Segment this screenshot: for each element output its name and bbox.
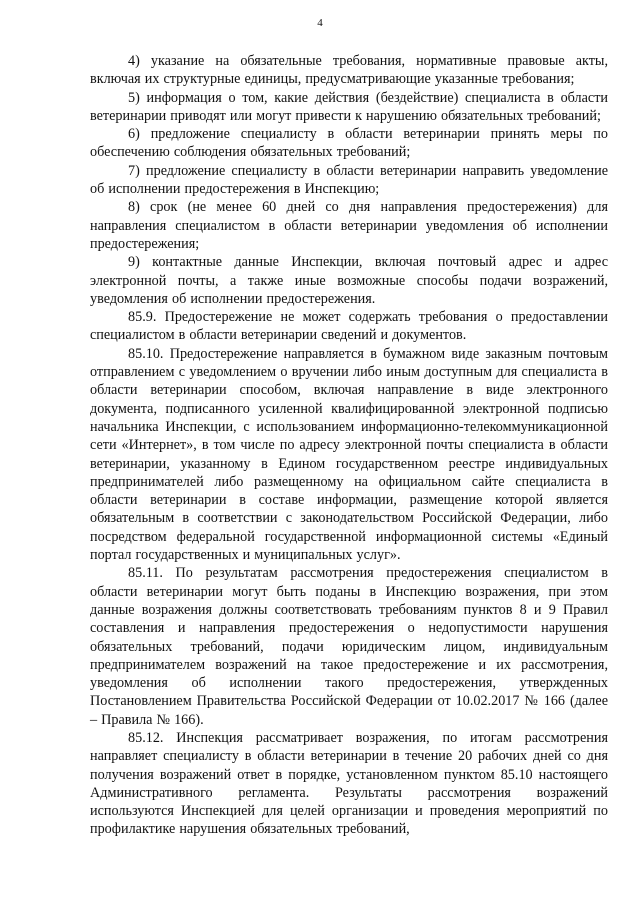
paragraph-item-4: 4) указание на обязательные требования, нормативные правовые акты, включая их структурные единицы, предусматривающие указанные требования; (90, 53, 608, 88)
document-body (90, 52, 608, 839)
paragraph-item-7: 7) предложение специалисту в области ветеринарии направить уведомление об исполнении предостережения в Инспекцию; (90, 162, 608, 198)
paragraph-85-9: 85.9. Предостережение не может содержать требования о предоставлении специалистом в области ветеринарии сведений и документов. (90, 309, 608, 344)
paragraph-item-5: 5) информация о том, какие действия (бездействие) специалиста в области ветеринарии приводят или могут привести к нарушению обязательных требований; (90, 89, 608, 124)
page-number: 4 (317, 17, 323, 29)
paragraph-item-9: 9) контактные данные Инспекции, включая почтовый адрес и адрес электронной почты, а также иные возможные способы подачи возражений, уведомления об исполнении предостережения. (90, 254, 608, 307)
paragraph-item-6: 6) предложение специалисту в области ветеринарии принять меры по обеспечению соблюдения обязательных требований; (90, 126, 608, 161)
paragraph-85-10: 85.10. Предостережение направляется в бумажном виде заказным почтовым отправлением с уведомлением о вручении либо иным доступным для специалиста в области ветеринарии способом, включая направление в виде электронного документа, подписанного усиленной квалифицированной электронной подписью начальника Инспекции, с использованием информационно-телекоммуникационной сети «Интернет», в том числе по адресу электронной почты специалиста в области ветеринарии, указанному в Едином государственном реестре индивидуальных предпринимателей либо размещенному на официальном сайте специалиста в области ветеринарии в составе информации, размещение которой является обязательным в соответствии с законодательством Российской Федерации, либо посредством федеральной государственной информационной системы «Единый портал государственных и муниципальных услуг». (90, 345, 608, 564)
paragraph-item-8: 8) срок (не менее 60 дней со дня направления предостережения) для направления специалистом в области ветеринарии уведомления об исполнении предостережения; (90, 199, 608, 252)
paragraph-85-12: 85.12. Инспекция рассматривает возражения, по итогам рассмотрения направляет специалисту в области ветеринарии в течение 20 рабочих дней со дня получения возражений ответ в порядке, установленном пунктом 85.10 настоящего Административного регламента. Результаты рассмотрения возражений используются Инспекцией для целей организации и проведения мероприятий по профилактике нарушения обязательных требований, (90, 729, 608, 838)
paragraph-85-11: 85.11. По результатам рассмотрения предостережения специалистом в области ветеринарии могут быть поданы в Инспекцию возражения, при этом данные возражения должны соответствовать требованиям пунктов 8 и 9 Правил составления и направления предостережения о недопустимости нарушения обязательных требований, подачи юридическим лицом, индивидуальным предпринимателем возражений на такое предостережение и их рассмотрения, уведомления об исполнении такого предостережения, утвержденных Постановлением Правительства Российской Федерации от 10.02.2017 № 166 (далее – Правила № 166). (90, 565, 608, 728)
